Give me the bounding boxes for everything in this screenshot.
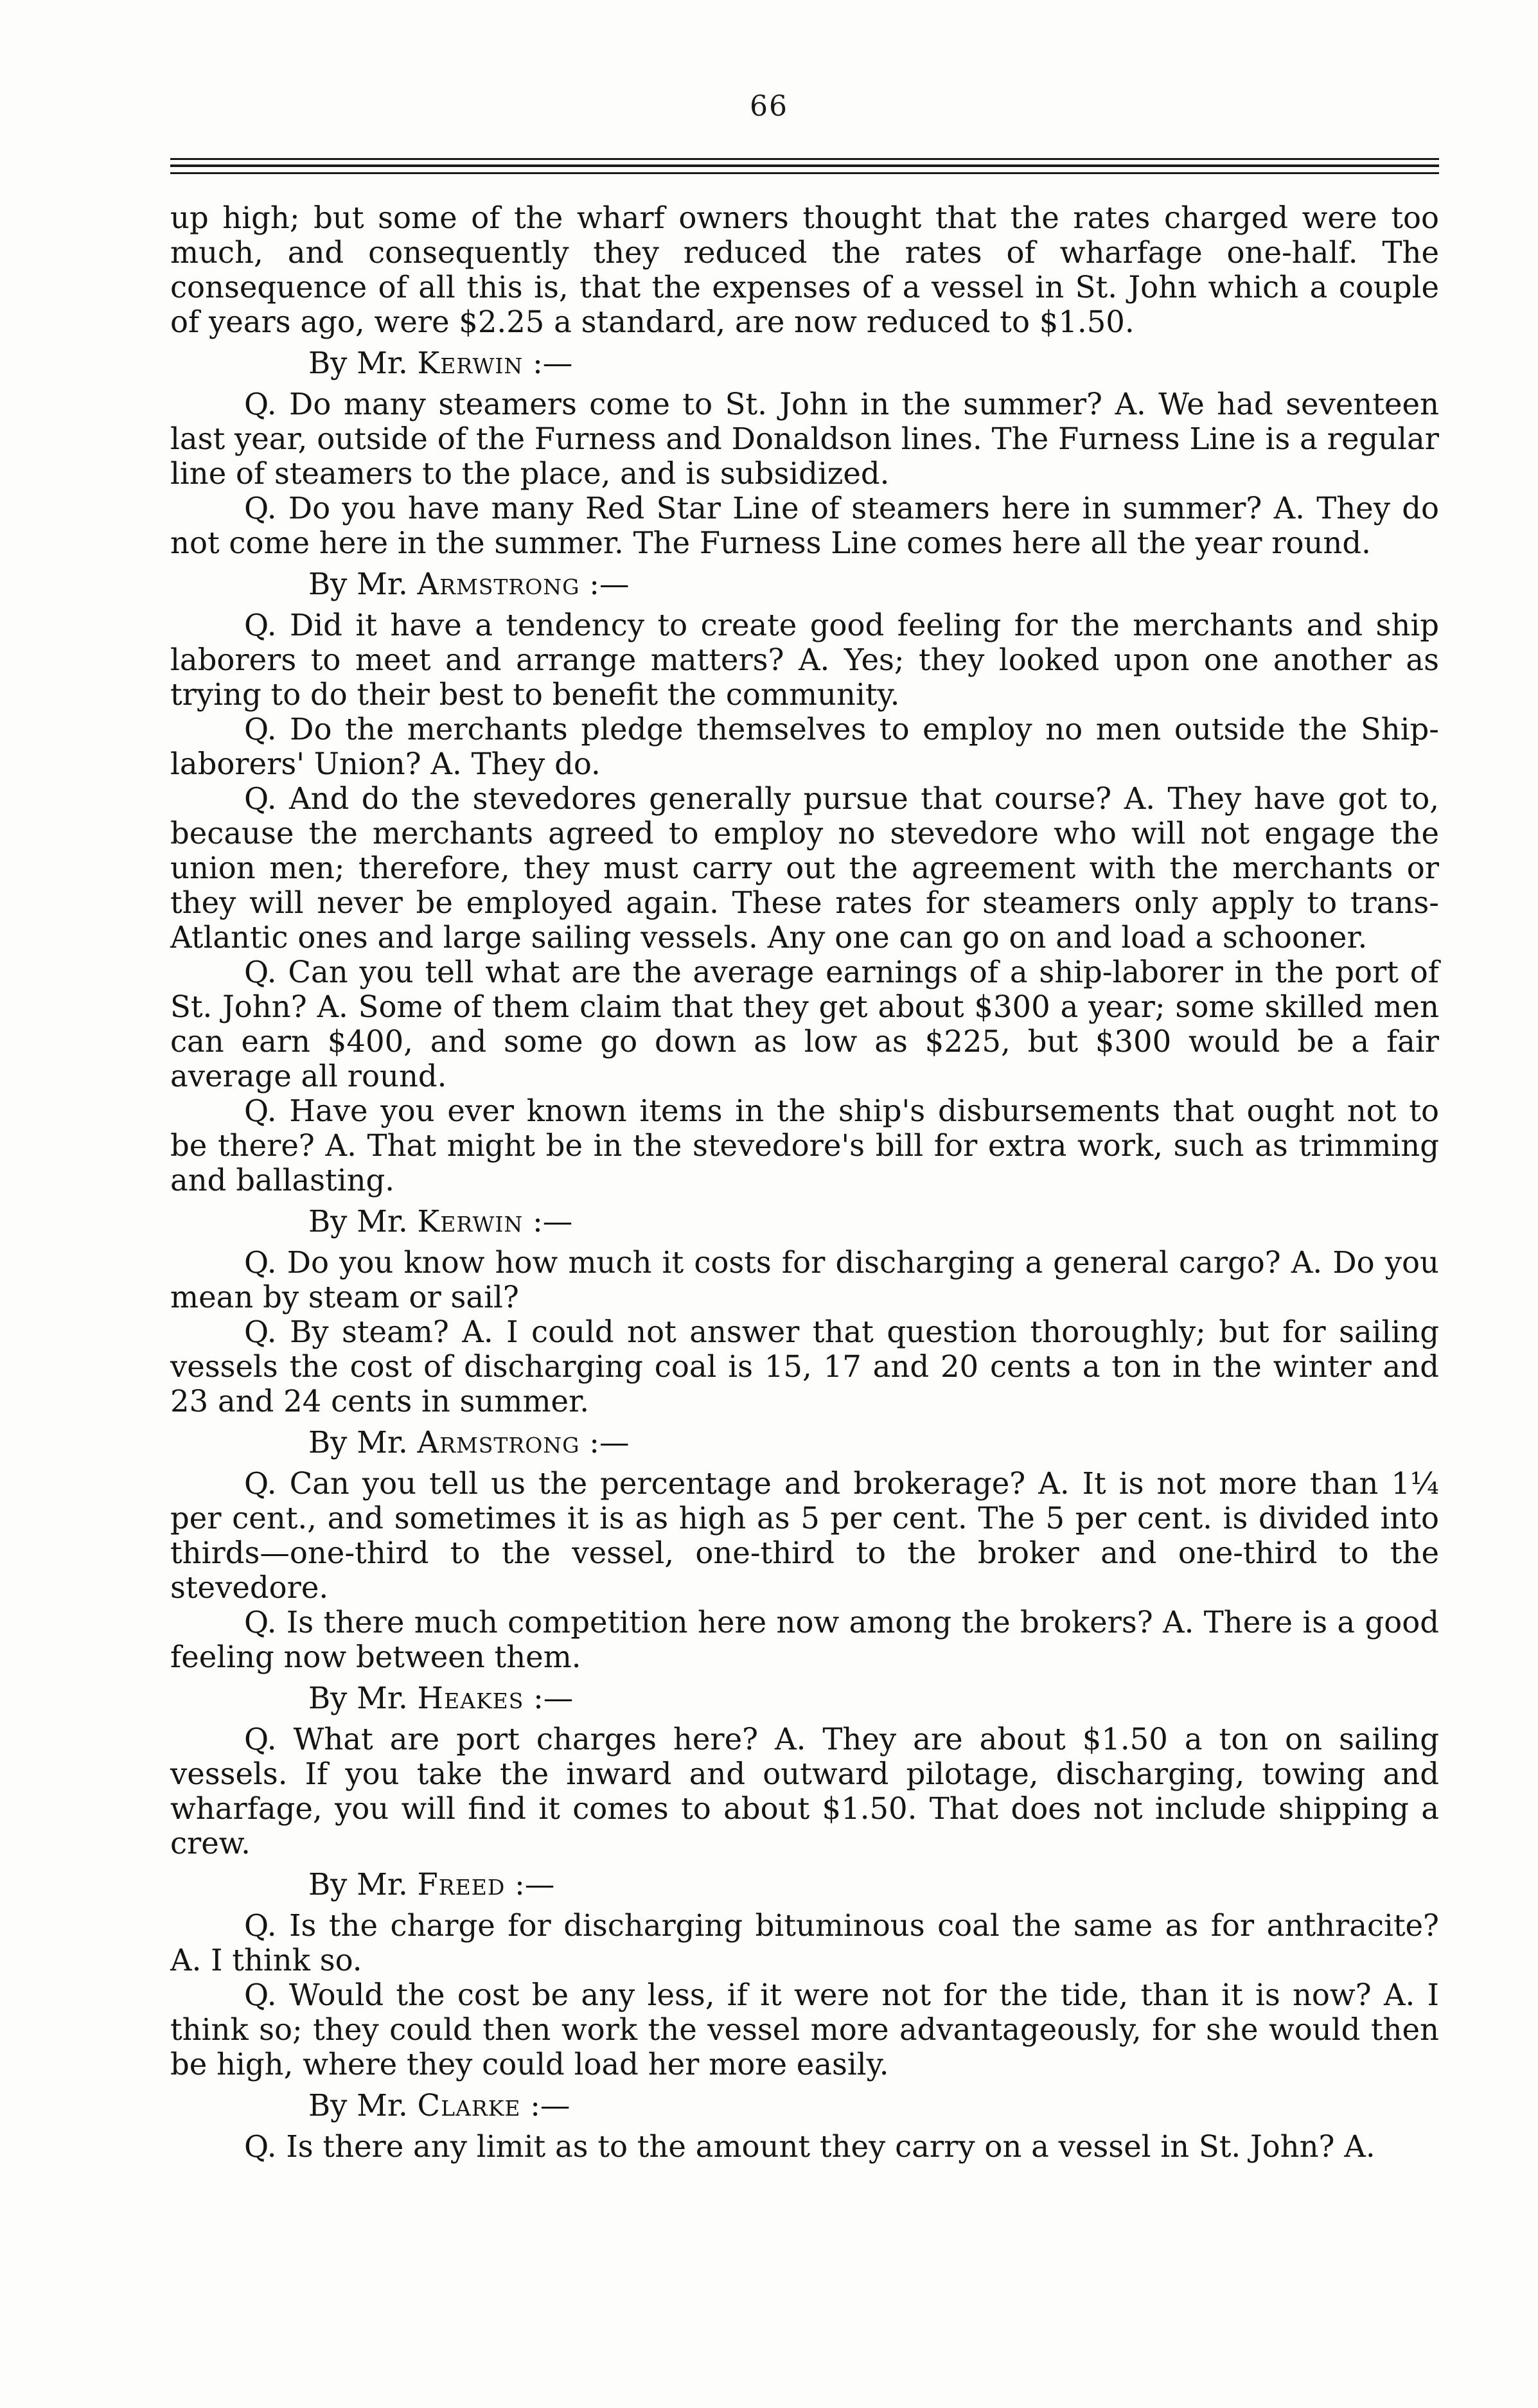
qa-paragraph: Q. Is there any limit as to the amount they carry on a vessel in St. John? A. <box>244 2129 1375 2164</box>
speaker-suffix: :— <box>533 1204 573 1239</box>
speaker-prefix: By Mr. <box>308 2088 408 2123</box>
speaker-suffix: :— <box>515 1867 555 1902</box>
speaker-name: Armstrong <box>417 567 580 601</box>
qa-paragraph: Q. And do the stevedores generally pursue that course? A. They have got to, because the merchants agreed to employ no stevedore who will not engage the union men; therefore, they must carry out the agreement with the merchants or they will never be employed again. These rates for steamers only apply to trans-Atlantic ones and large sailing vessels. Any one can go on and load a schooner. <box>170 781 1439 955</box>
speaker-prefix: By Mr. <box>308 346 408 380</box>
continuation-paragraph: up high; but some of the wharf owners thought that the rates charged were too much, and consequently they reduced the rates of wharfage one-half. The consequence of all this is, that the expenses of a vessel in St. John which a couple of years ago, were $2.25 a standard, are now reduced to $1.50. <box>170 200 1439 339</box>
speaker-heading <box>170 567 1439 601</box>
body-text <box>170 200 1439 2164</box>
speaker-name: Kerwin <box>417 346 524 380</box>
speaker-heading <box>170 1681 1439 1715</box>
qa-paragraph: Q. Can you tell what are the average earnings of a ship-laborer in the port of St. John? A. Some of them claim that they get about $300 a year; some skilled men can earn $400, and some go down as low as $225, but $300 would be a fair average all round. <box>170 955 1439 1093</box>
speaker-suffix: :— <box>589 1425 630 1460</box>
speaker-suffix: :— <box>533 1681 574 1715</box>
qa-paragraph: Q. Is there much competition here now among the brokers? A. There is a good feeling now between them. <box>170 1605 1439 1674</box>
speaker-suffix: :— <box>530 2088 570 2123</box>
header-rule-middle <box>170 164 1439 167</box>
speaker-heading <box>170 346 1439 380</box>
qa-paragraph: Q. Do you know how much it costs for discharging a general cargo? A. Do you mean by steam or sail? <box>170 1245 1439 1315</box>
speaker-prefix: By Mr. <box>308 1681 408 1715</box>
qa-paragraph: Q. By steam? A. I could not answer that question thoroughly; but for sailing vessels the cost of discharging coal is 15, 17 and 20 cents a ton in the winter and 23 and 24 cents in summer. <box>170 1315 1439 1419</box>
speaker-prefix: By Mr. <box>308 1425 408 1460</box>
speaker-name: Kerwin <box>417 1204 524 1239</box>
speaker-suffix: :— <box>533 346 573 380</box>
speaker-name: Freed <box>417 1867 506 1902</box>
speaker-suffix: :— <box>589 567 630 601</box>
speaker-name: Armstrong <box>417 1425 580 1460</box>
speaker-heading <box>170 1425 1439 1460</box>
qa-paragraph: Q. Is the charge for discharging bituminous coal the same as for anthracite? A. I think so. <box>170 1908 1439 1978</box>
qa-paragraph: Q. Have you ever known items in the ship's disbursements that ought not to be there? A. That might be in the stevedore's bill for extra work, such as trimming and ballasting. <box>170 1093 1439 1198</box>
speaker-prefix: By Mr. <box>308 1867 408 1902</box>
qa-paragraph: Q. Do you have many Red Star Line of steamers here in summer? A. They do not come here in the summer. The Furness Line comes here all the year round. <box>170 491 1439 560</box>
page-number: 66 <box>750 90 788 123</box>
qa-paragraph: Q. Did it have a tendency to create good feeling for the merchants and ship laborers to meet and arrange matters? A. Yes; they looked upon one another as trying to do their best to benefit the community. <box>170 608 1439 712</box>
qa-paragraph: Q. Can you tell us the percentage and brokerage? A. It is not more than 1¼ per cent., and sometimes it is as high as 5 per cent. The 5 per cent. is divided into thirds—one-third to the vessel, one-third to the broker and one-third to the stevedore. <box>170 1466 1439 1605</box>
speaker-heading <box>170 1867 1439 1902</box>
speaker-prefix: By Mr. <box>308 567 408 601</box>
speaker-heading <box>170 2088 1439 2123</box>
speaker-prefix: By Mr. <box>308 1204 408 1239</box>
speaker-name: Clarke <box>417 2088 521 2123</box>
speaker-name: Heakes <box>417 1681 524 1715</box>
qa-paragraph: Q. Do many steamers come to St. John in the summer? A. We had seventeen last year, outside of the Furness and Donaldson lines. The Furness Line is a regular line of steamers to the place, and is subsidized. <box>170 387 1439 491</box>
qa-paragraph: Q. What are port charges here? A. They are about $1.50 a ton on sailing vessels. If you take the inward and outward pilotage, discharging, towing and wharfage, you will find it comes to about $1.50. That does not include shipping a crew. <box>170 1722 1439 1861</box>
qa-paragraph: Q. Do the merchants pledge themselves to employ no men outside the Ship-laborers' Union? A. They do. <box>170 712 1439 781</box>
header-rule-top <box>170 158 1439 160</box>
header-rule-bottom <box>170 172 1439 174</box>
qa-paragraph: Q. Would the cost be any less, if it were not for the tide, than it is now? A. I think so; they could then work the vessel more advantageously, for she would then be high, where they could load her more easily. <box>170 1978 1439 2082</box>
speaker-heading <box>170 1204 1439 1239</box>
